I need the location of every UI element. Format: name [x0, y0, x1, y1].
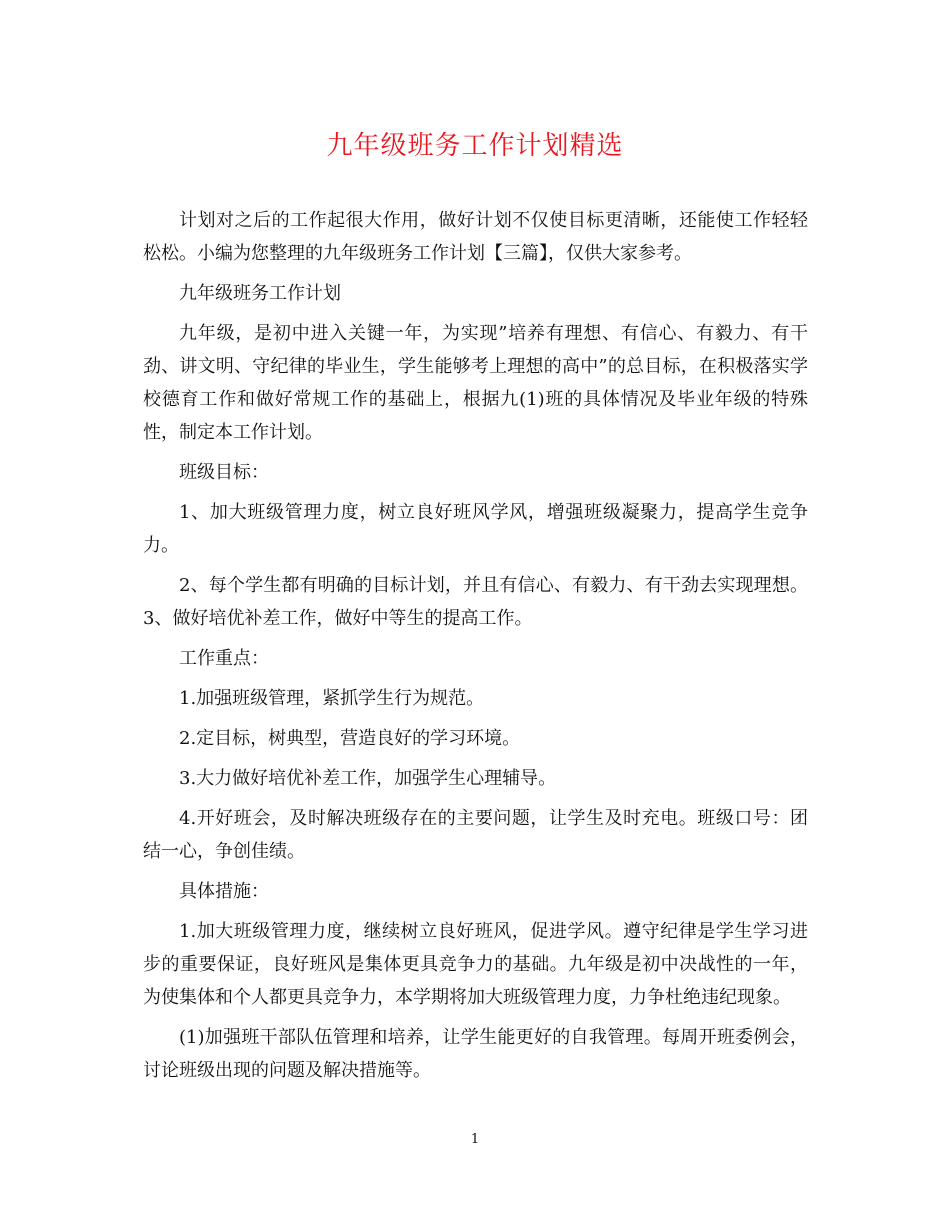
document-title: 九年级班务工作计划精选: [326, 131, 624, 161]
paragraph-goal-2-3: 2、每个学生都有明确的目标计划，并且有信心、有毅力、有干劲去实现理想。3、做好培优补差工作，做好中等生的提高工作。: [143, 575, 808, 629]
paragraph-heading-focus: 工作重点：: [179, 648, 269, 669]
document-body: [143, 204, 808, 1094]
paragraph-focus-3: 3.大力做好培优补差工作，加强学生心理辅导。: [179, 768, 557, 789]
paragraph-focus-4: 4.开好班会，及时解决班级存在的主要问题，让学生及时充电。班级口号：团结一心，争创佳绩。: [143, 808, 808, 862]
paragraph-overview: 九年级，是初中进入关键一年，为实现”培养有理想、有信心、有毅力、有干劲、讲文明、守纪律的毕业生，学生能够考上理想的高中”的总目标，在积极落实学校德育工作和做好常规工作的基础上，根据九(1)班的具体情况及毕业年级的特殊性，制定本工作计划。: [143, 323, 808, 443]
paragraph-goal-1: 1、加大班级管理力度，树立良好班风学风，增强班级凝聚力，提高学生竞争力。: [143, 502, 808, 556]
paragraph-measure-1-sub-1: (1)加强班干部队伍管理和培养，让学生能更好的自我管理。每周开班委例会，讨论班级出现的问题及解决措施等。: [143, 1027, 808, 1081]
paragraph-heading-measures: 具体措施：: [179, 881, 269, 902]
page-number: 1: [470, 1132, 480, 1147]
paragraph-intro: 计划对之后的工作起很大作用，做好计划不仅使目标更清晰，还能使工作轻轻松松。小编为您整理的九年级班务工作计划【三篇】，仅供大家参考。: [143, 210, 808, 264]
paragraph-focus-2: 2.定目标，树典型，营造良好的学习环境。: [179, 728, 521, 749]
paragraph-focus-1: 1.加强班级管理，紧抓学生行为规范。: [179, 688, 485, 709]
paragraph-heading-plan: 九年级班务工作计划: [179, 283, 341, 304]
paragraph-measure-1: 1.加大班级管理力度，继续树立良好班风，促进学风。遵守纪律是学生学习进步的重要保证，良好班风是集体更具竞争力的基础。九年级是初中决战性的一年，为使集体和个人都更具竞争力，本学期将加大班级管理力度，力争杜绝违纪现象。: [143, 921, 808, 1008]
paragraph-heading-goals: 班级目标：: [179, 462, 269, 483]
